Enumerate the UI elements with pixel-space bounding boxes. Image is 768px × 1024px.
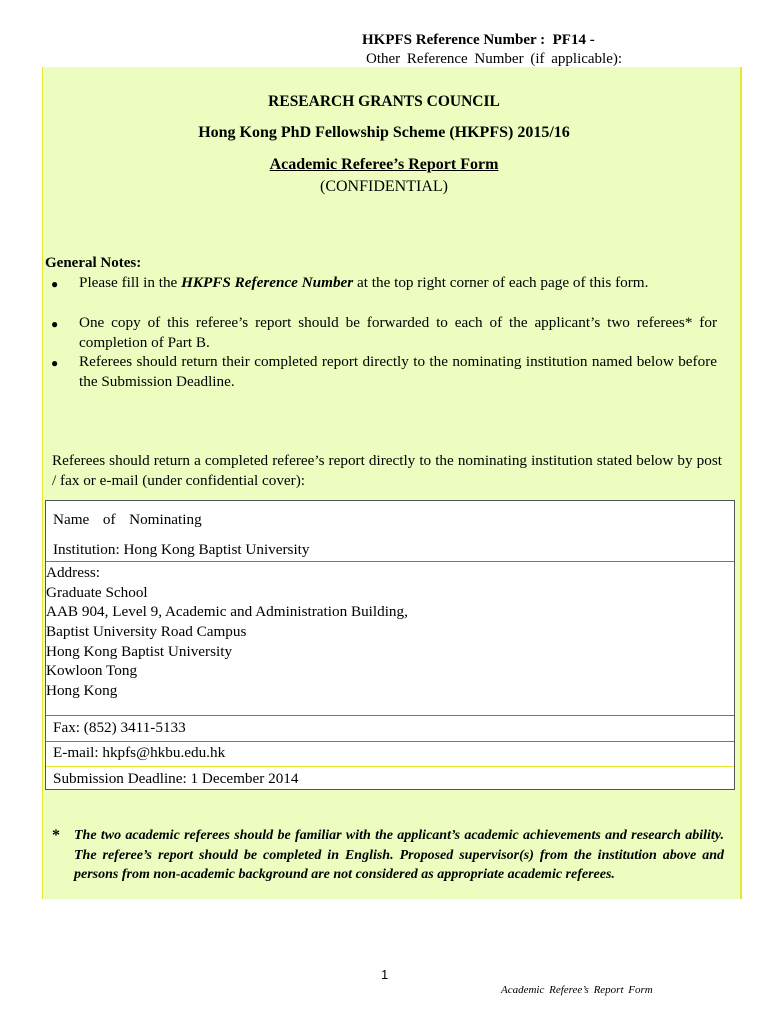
fax-number: Fax: (852) 3411-5133	[53, 719, 186, 736]
council-title: RESEARCH GRANTS COUNCIL	[268, 93, 500, 110]
email-address: E-mail: hkpfs@hkbu.edu.hk	[53, 744, 226, 761]
address-line: Hong Kong Baptist University	[46, 643, 233, 660]
table-divider	[46, 715, 734, 716]
note1-text: Please fill in the	[79, 274, 182, 291]
bullet-icon: ●	[51, 317, 59, 331]
page-number: 1	[381, 967, 389, 982]
hkpfs-reference-number: HKPFS Reference Number : PF14 -	[362, 32, 595, 48]
footnote-asterisk: *	[52, 827, 60, 844]
table-divider	[46, 741, 734, 742]
note-return: Referees should return their completed report directly to the nominating institution named below before the Submission Deadline.	[79, 353, 717, 390]
address-line: AAB 904, Level 9, Academic and Administration Building,	[46, 603, 408, 620]
table-divider	[46, 561, 734, 562]
submission-deadline: Submission Deadline: 1 December 2014	[53, 770, 299, 787]
address-label: Address:	[46, 564, 100, 581]
note1-text-end: at the top right corner of each page of this form.	[353, 274, 649, 291]
note1-emphasis: HKPFS Reference Number	[181, 274, 354, 291]
return-instruction: Referees should return a completed referee’s report directly to the nominating institution stated below by post / fax or e-mail (under confidential cover):	[52, 452, 722, 489]
scheme-title: Hong Kong PhD Fellowship Scheme (HKPFS) 2015/16	[198, 124, 570, 141]
referee-footnote: The two academic referees should be familiar with the applicant’s academic achievements and research ability. The referee’s report should be completed in English. Proposed supervisor(s) from the institution above and persons from non-academic background are not considered as appropriate academic referees.	[74, 828, 724, 882]
confidential-label: (CONFIDENTIAL)	[320, 178, 448, 195]
bullet-icon: ●	[51, 277, 59, 291]
footer-form-name: Academic Referee’s Report Form	[501, 984, 653, 996]
nominating-institution-table	[45, 500, 735, 790]
general-notes-heading: General Notes:	[45, 255, 142, 271]
note-copies: One copy of this referee’s report should be forwarded to each of the applicant’s two referees* for completion of Part B.	[79, 314, 717, 351]
institution-name-label: Name of Nominating	[53, 511, 202, 528]
address-line: Baptist University Road Campus	[46, 623, 247, 640]
address-line: Kowloon Tong	[46, 662, 138, 679]
form-title	[0, 156, 768, 174]
address-line: Graduate School	[46, 584, 148, 601]
address-line: Hong Kong	[46, 682, 118, 699]
note-reference-number	[79, 273, 717, 293]
other-reference-number: Other Reference Number (if applicable):	[366, 51, 623, 67]
bullet-icon: ●	[51, 356, 59, 370]
form-title-text: Academic Referee’s Report Form	[269, 156, 499, 173]
institution-name: Institution: Hong Kong Baptist University	[53, 541, 310, 558]
table-divider	[46, 766, 734, 767]
